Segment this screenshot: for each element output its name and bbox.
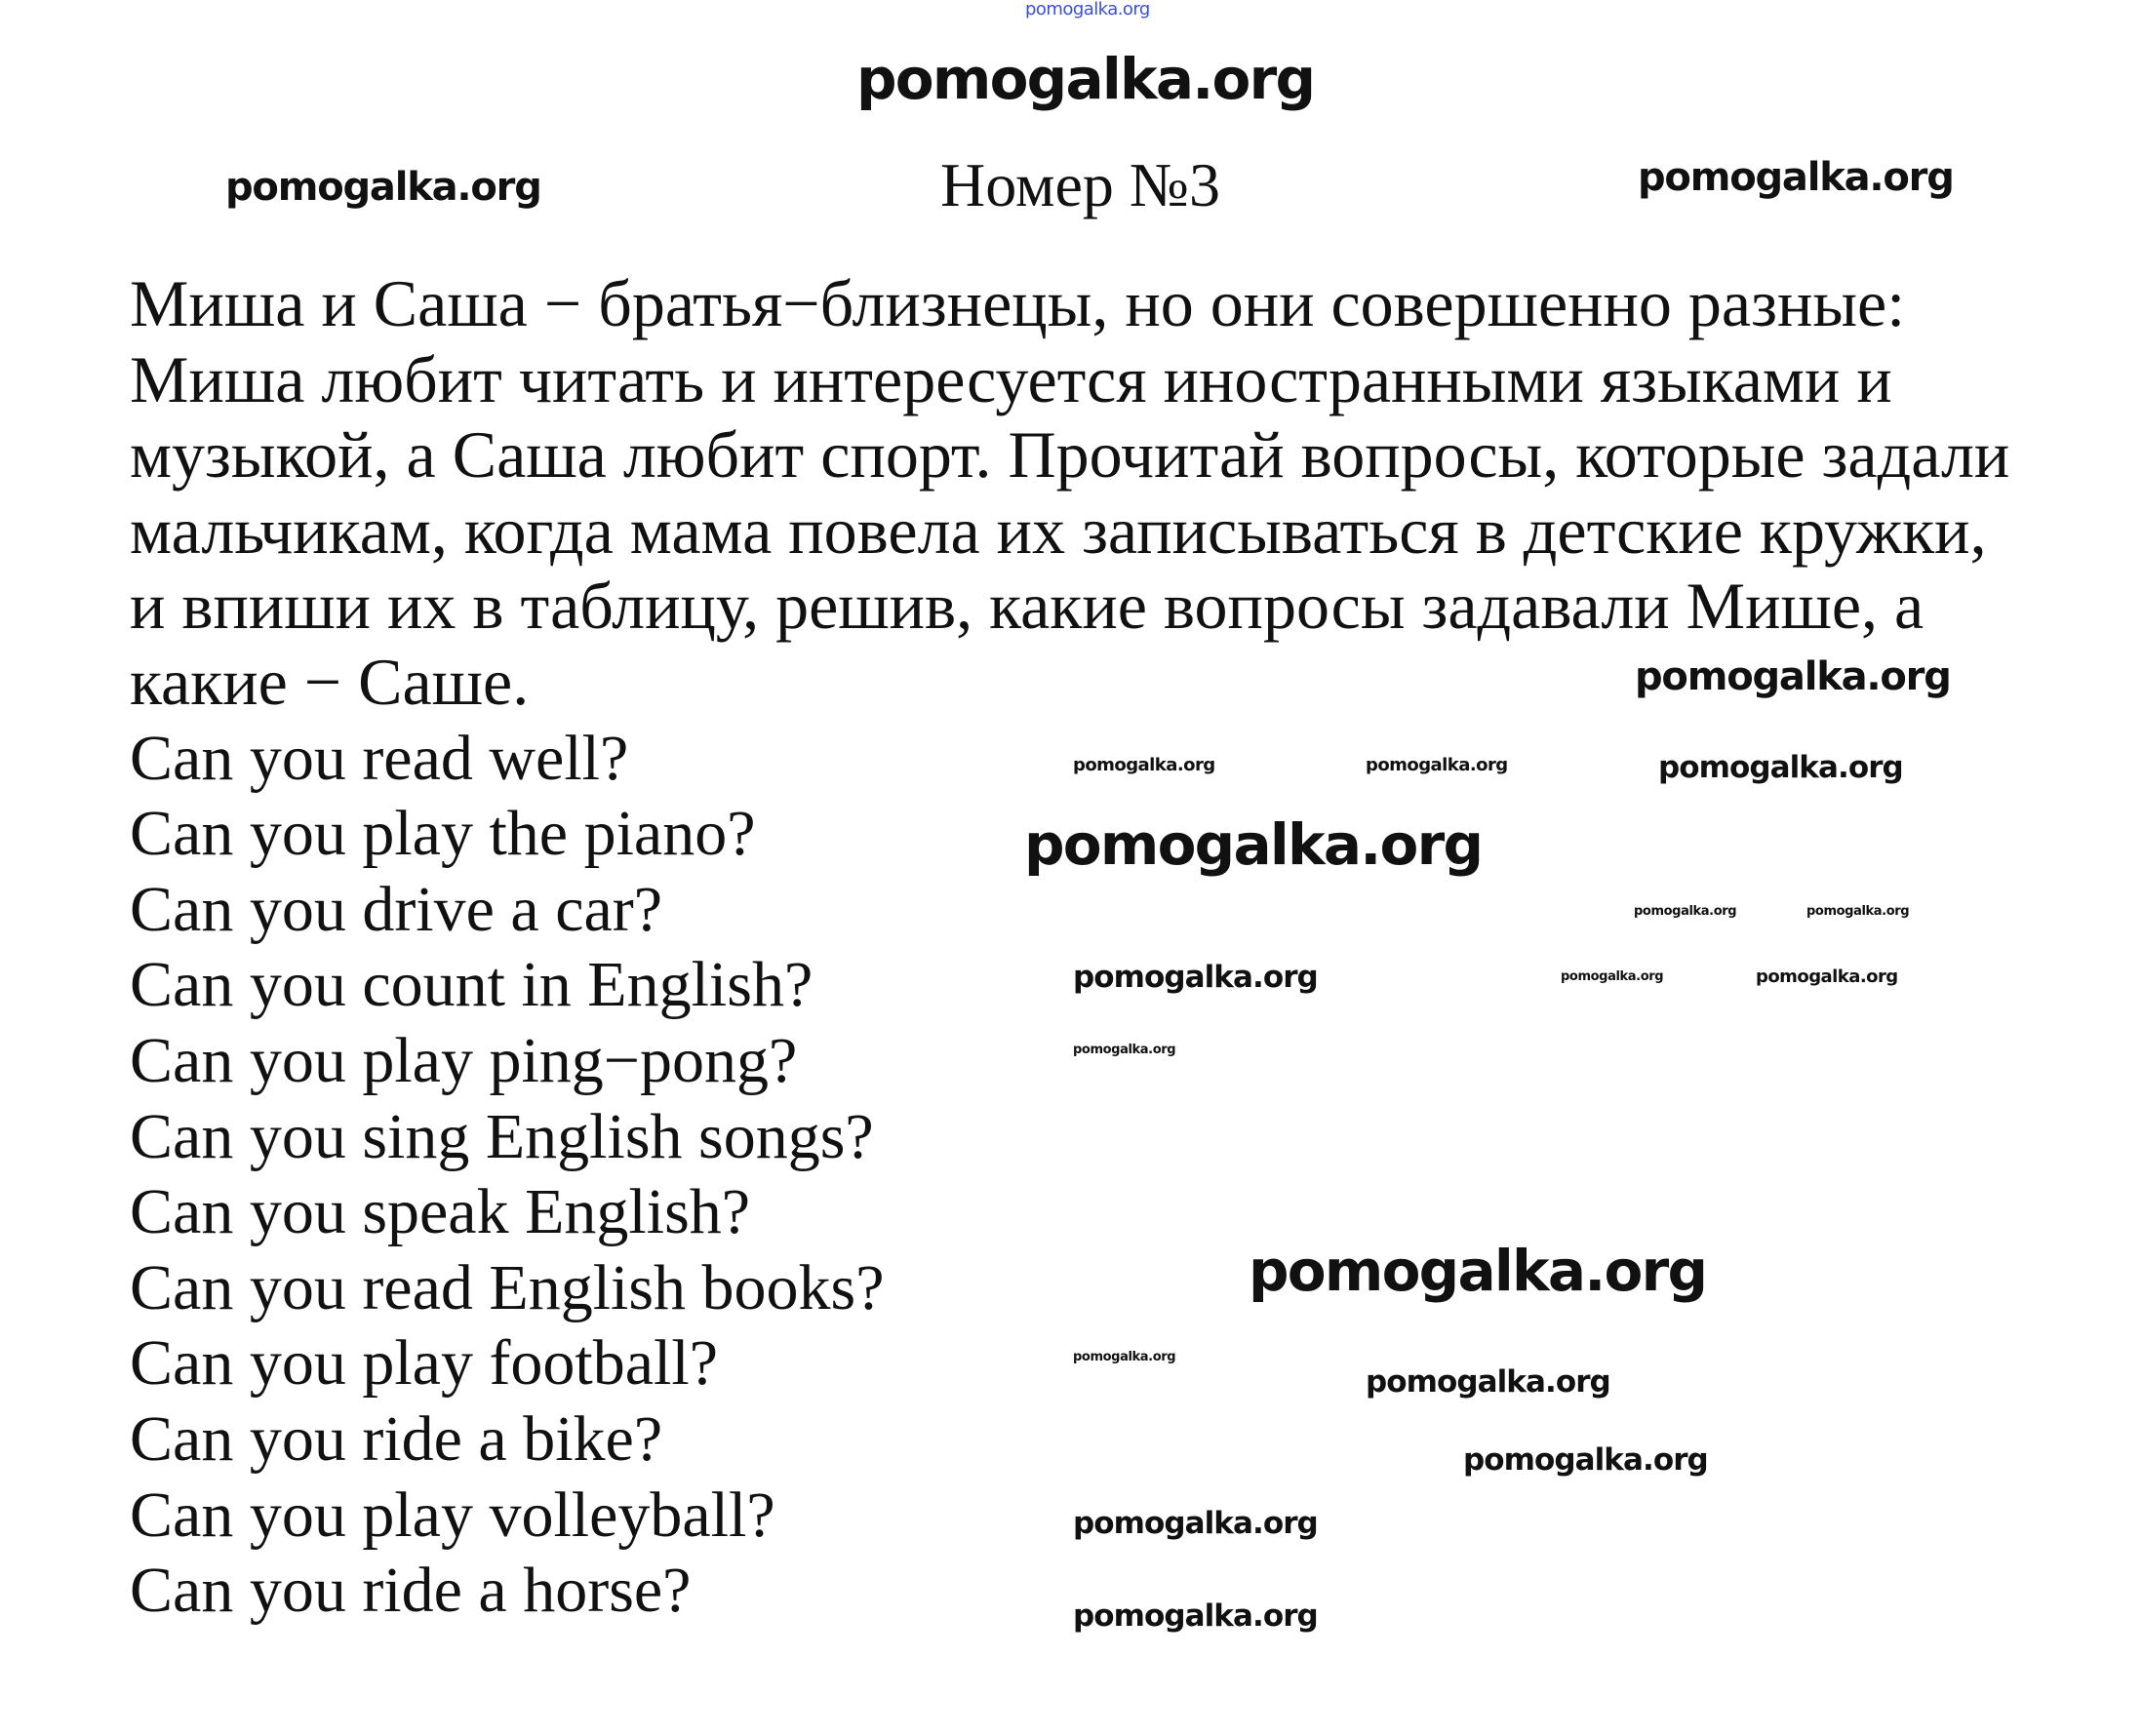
question-item: Can you speak English?: [130, 1176, 751, 1248]
watermark: pomogalka.org: [1024, 811, 1483, 878]
question-item: Can you count in English?: [130, 949, 814, 1021]
watermark: pomogalka.org: [1366, 755, 1508, 775]
question-item: Can you drive a car?: [130, 873, 663, 945]
question-item: Can you play volleyball?: [130, 1479, 775, 1551]
watermark: pomogalka.org: [1249, 1238, 1707, 1304]
paragraph-line: музыкой, а Саша любит спорт. Прочитай вопросы, которые задали: [130, 417, 2010, 493]
watermark: pomogalka.org: [1073, 1350, 1176, 1364]
watermark: pomogalka.org: [856, 46, 1315, 112]
question-item: Can you play ping−pong?: [130, 1024, 798, 1096]
exercise-text: [130, 266, 2009, 1629]
watermark: pomogalka.org: [1561, 969, 1664, 984]
watermark: pomogalka.org: [1756, 967, 1898, 987]
paragraph-line: мальчикам, когда мама повела их записываться в детские кружки,: [130, 493, 1987, 568]
watermark: pomogalka.org: [1366, 1364, 1610, 1400]
paragraph-line: какие − Саше.: [130, 644, 530, 719]
paragraph-line: Миша любит читать и интересуется иностранными языками и: [130, 341, 1892, 416]
question-item: Can you read English books?: [130, 1251, 885, 1323]
watermark: pomogalka.org: [225, 165, 541, 210]
watermark: pomogalka.org: [1634, 904, 1737, 919]
page-title: Номер №3: [940, 150, 1220, 219]
watermark: pomogalka.org: [1073, 960, 1318, 995]
watermark-top: pomogalka.org: [1025, 0, 1150, 20]
question-item: Can you read well?: [130, 722, 629, 794]
watermark: pomogalka.org: [1073, 1598, 1318, 1634]
watermark: pomogalka.org: [1806, 904, 1910, 919]
paragraph-line: и впиши их в таблицу, решив, какие вопросы задавали Мише, а: [130, 569, 1925, 644]
watermark: pomogalka.org: [1073, 755, 1215, 775]
watermark: pomogalka.org: [1073, 1043, 1176, 1057]
watermark: pomogalka.org: [1635, 654, 1951, 699]
question-item: Can you ride a bike?: [130, 1402, 663, 1475]
watermark: pomogalka.org: [1638, 155, 1954, 200]
question-item: Can you sing English songs?: [130, 1100, 874, 1172]
watermark: pomogalka.org: [1658, 750, 1903, 785]
question-item: Can you play the piano?: [130, 798, 756, 870]
watermark: pomogalka.org: [1463, 1442, 1708, 1478]
watermark: pomogalka.org: [1073, 1506, 1318, 1541]
question-item: Can you play football?: [130, 1327, 719, 1400]
question-item: Can you ride a horse?: [130, 1555, 692, 1627]
paragraph-line: Миша и Саша − братья−близнецы, но они совершенно разные:: [130, 266, 1906, 340]
